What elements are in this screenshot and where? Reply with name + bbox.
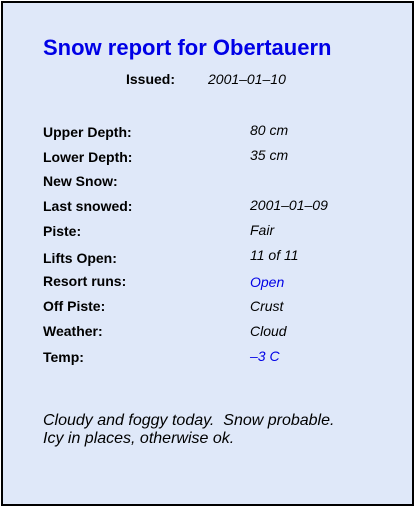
last-snowed-label: Last snowed: <box>43 198 133 214</box>
weather-summary <box>43 412 393 448</box>
new-snow-label: New Snow: <box>43 173 118 189</box>
resort-runs-value: Open <box>250 274 285 290</box>
report-title: Snow report for Obertauern <box>43 35 332 60</box>
issued-date: 2001–01–10 <box>208 71 286 87</box>
upper-depth-label: Upper Depth: <box>43 124 132 140</box>
resort-runs-label: Resort runs: <box>43 273 127 289</box>
lifts-open-label: Lifts Open: <box>43 250 117 266</box>
piste-label: Piste: <box>43 223 82 239</box>
upper-depth-value: 80 cm <box>250 122 289 138</box>
snow-report-card <box>1 1 414 506</box>
temp-value: –3 C <box>250 348 280 364</box>
summary-line: Icy in places, otherwise ok. <box>43 430 235 447</box>
weather-value: Cloud <box>250 323 287 339</box>
piste-value: Fair <box>250 222 275 238</box>
last-snowed-value: 2001–01–09 <box>250 197 328 213</box>
lower-depth-label: Lower Depth: <box>43 149 133 165</box>
lower-depth-value: 35 cm <box>250 147 289 163</box>
weather-label: Weather: <box>43 323 103 339</box>
lifts-open-value: 11 of 11 <box>250 247 299 263</box>
off-piste-value: Crust <box>250 298 284 314</box>
summary-line: Cloudy and foggy today. Snow probable. <box>43 412 335 429</box>
off-piste-label: Off Piste: <box>43 298 106 314</box>
temp-label: Temp: <box>43 349 84 365</box>
issued-label: Issued: <box>126 71 176 87</box>
